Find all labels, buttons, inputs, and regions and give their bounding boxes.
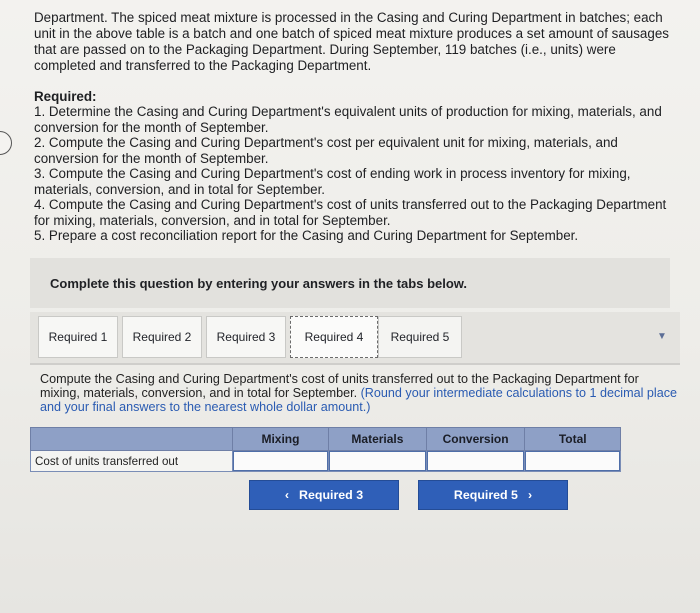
intro-paragraph: Department. The spiced meat mixture is processed in the Casing and Curing Department in batches; each unit in the above table is a batch and one batch of spiced meat mixture produces a set amount of sausages that are passed on to the Packaging Department. During September, 119 batches (i.e., units) were completed and transferred to the Packaging Department. xyxy=(34,10,669,73)
mixing-input[interactable] xyxy=(233,451,328,471)
required-item: 1. Determine the Casing and Curing Department's equivalent units of production for mixing, materials, and conversion for the month of September. xyxy=(34,104,662,135)
header-materials: Materials xyxy=(329,428,427,451)
materials-cell xyxy=(329,451,427,472)
answer-table xyxy=(30,427,621,472)
question-text xyxy=(40,372,680,414)
header-total: Total xyxy=(525,428,621,451)
question-main: Compute the Casing and Curing Department's cost of units transferred out to the Packaging Department for mixing, materials, conversion, and in total for September. xyxy=(40,372,639,400)
next-required-5-button[interactable] xyxy=(418,480,568,510)
required-item: 5. Prepare a cost reconciliation report for the Casing and Curing Department for September. xyxy=(34,228,579,243)
conversion-input[interactable] xyxy=(427,451,525,471)
required-item: 3. Compute the Casing and Curing Department's cost of ending work in process inventory for mixing, materials, conversion, and in total for September. xyxy=(34,166,631,197)
conversion-cell xyxy=(426,451,525,472)
required-item: 2. Compute the Casing and Curing Department's cost per equivalent unit for mixing, materials, and conversion for the month of September. xyxy=(34,135,618,166)
question-note: (Round your intermediate calculations to 1 decimal place and your final answers to the nearest whole dollar amount.) xyxy=(40,386,678,414)
header-conversion: Conversion xyxy=(426,428,525,451)
total-input[interactable] xyxy=(525,451,620,471)
tab-required-5[interactable]: Required 5 xyxy=(378,316,462,358)
header-blank xyxy=(31,428,233,451)
row-label-transferred-out: Cost of units transferred out xyxy=(31,451,233,472)
pin-icon: ▼ xyxy=(657,331,667,342)
header-mixing: Mixing xyxy=(232,428,328,451)
panel-prompt: Complete this question by entering your answers in the tabs below. xyxy=(50,276,468,291)
materials-input[interactable] xyxy=(329,451,426,471)
divider xyxy=(30,363,680,365)
chevron-right-icon: › xyxy=(527,488,533,502)
tab-required-1[interactable]: Required 1 xyxy=(38,316,118,358)
table-row xyxy=(31,451,621,472)
tab-required-2[interactable]: Required 2 xyxy=(122,316,202,358)
mixing-cell xyxy=(232,451,328,472)
prev-required-3-button[interactable] xyxy=(249,480,399,510)
side-circle-icon[interactable] xyxy=(0,131,12,155)
required-list xyxy=(34,104,684,244)
tab-required-4[interactable]: Required 4 xyxy=(290,316,378,358)
prev-button-label: Required 3 xyxy=(299,488,364,502)
table-header-row xyxy=(31,428,621,451)
total-cell xyxy=(525,451,621,472)
required-heading: Required: xyxy=(34,89,97,104)
required-item: 4. Compute the Casing and Curing Department's cost of units transferred out to the Packaging Department for mixing, materials, conversion, and in total for September. xyxy=(34,197,667,228)
next-button-label: Required 5 xyxy=(453,488,518,502)
chevron-left-icon: ‹ xyxy=(284,488,290,502)
tab-required-3[interactable]: Required 3 xyxy=(206,316,286,358)
